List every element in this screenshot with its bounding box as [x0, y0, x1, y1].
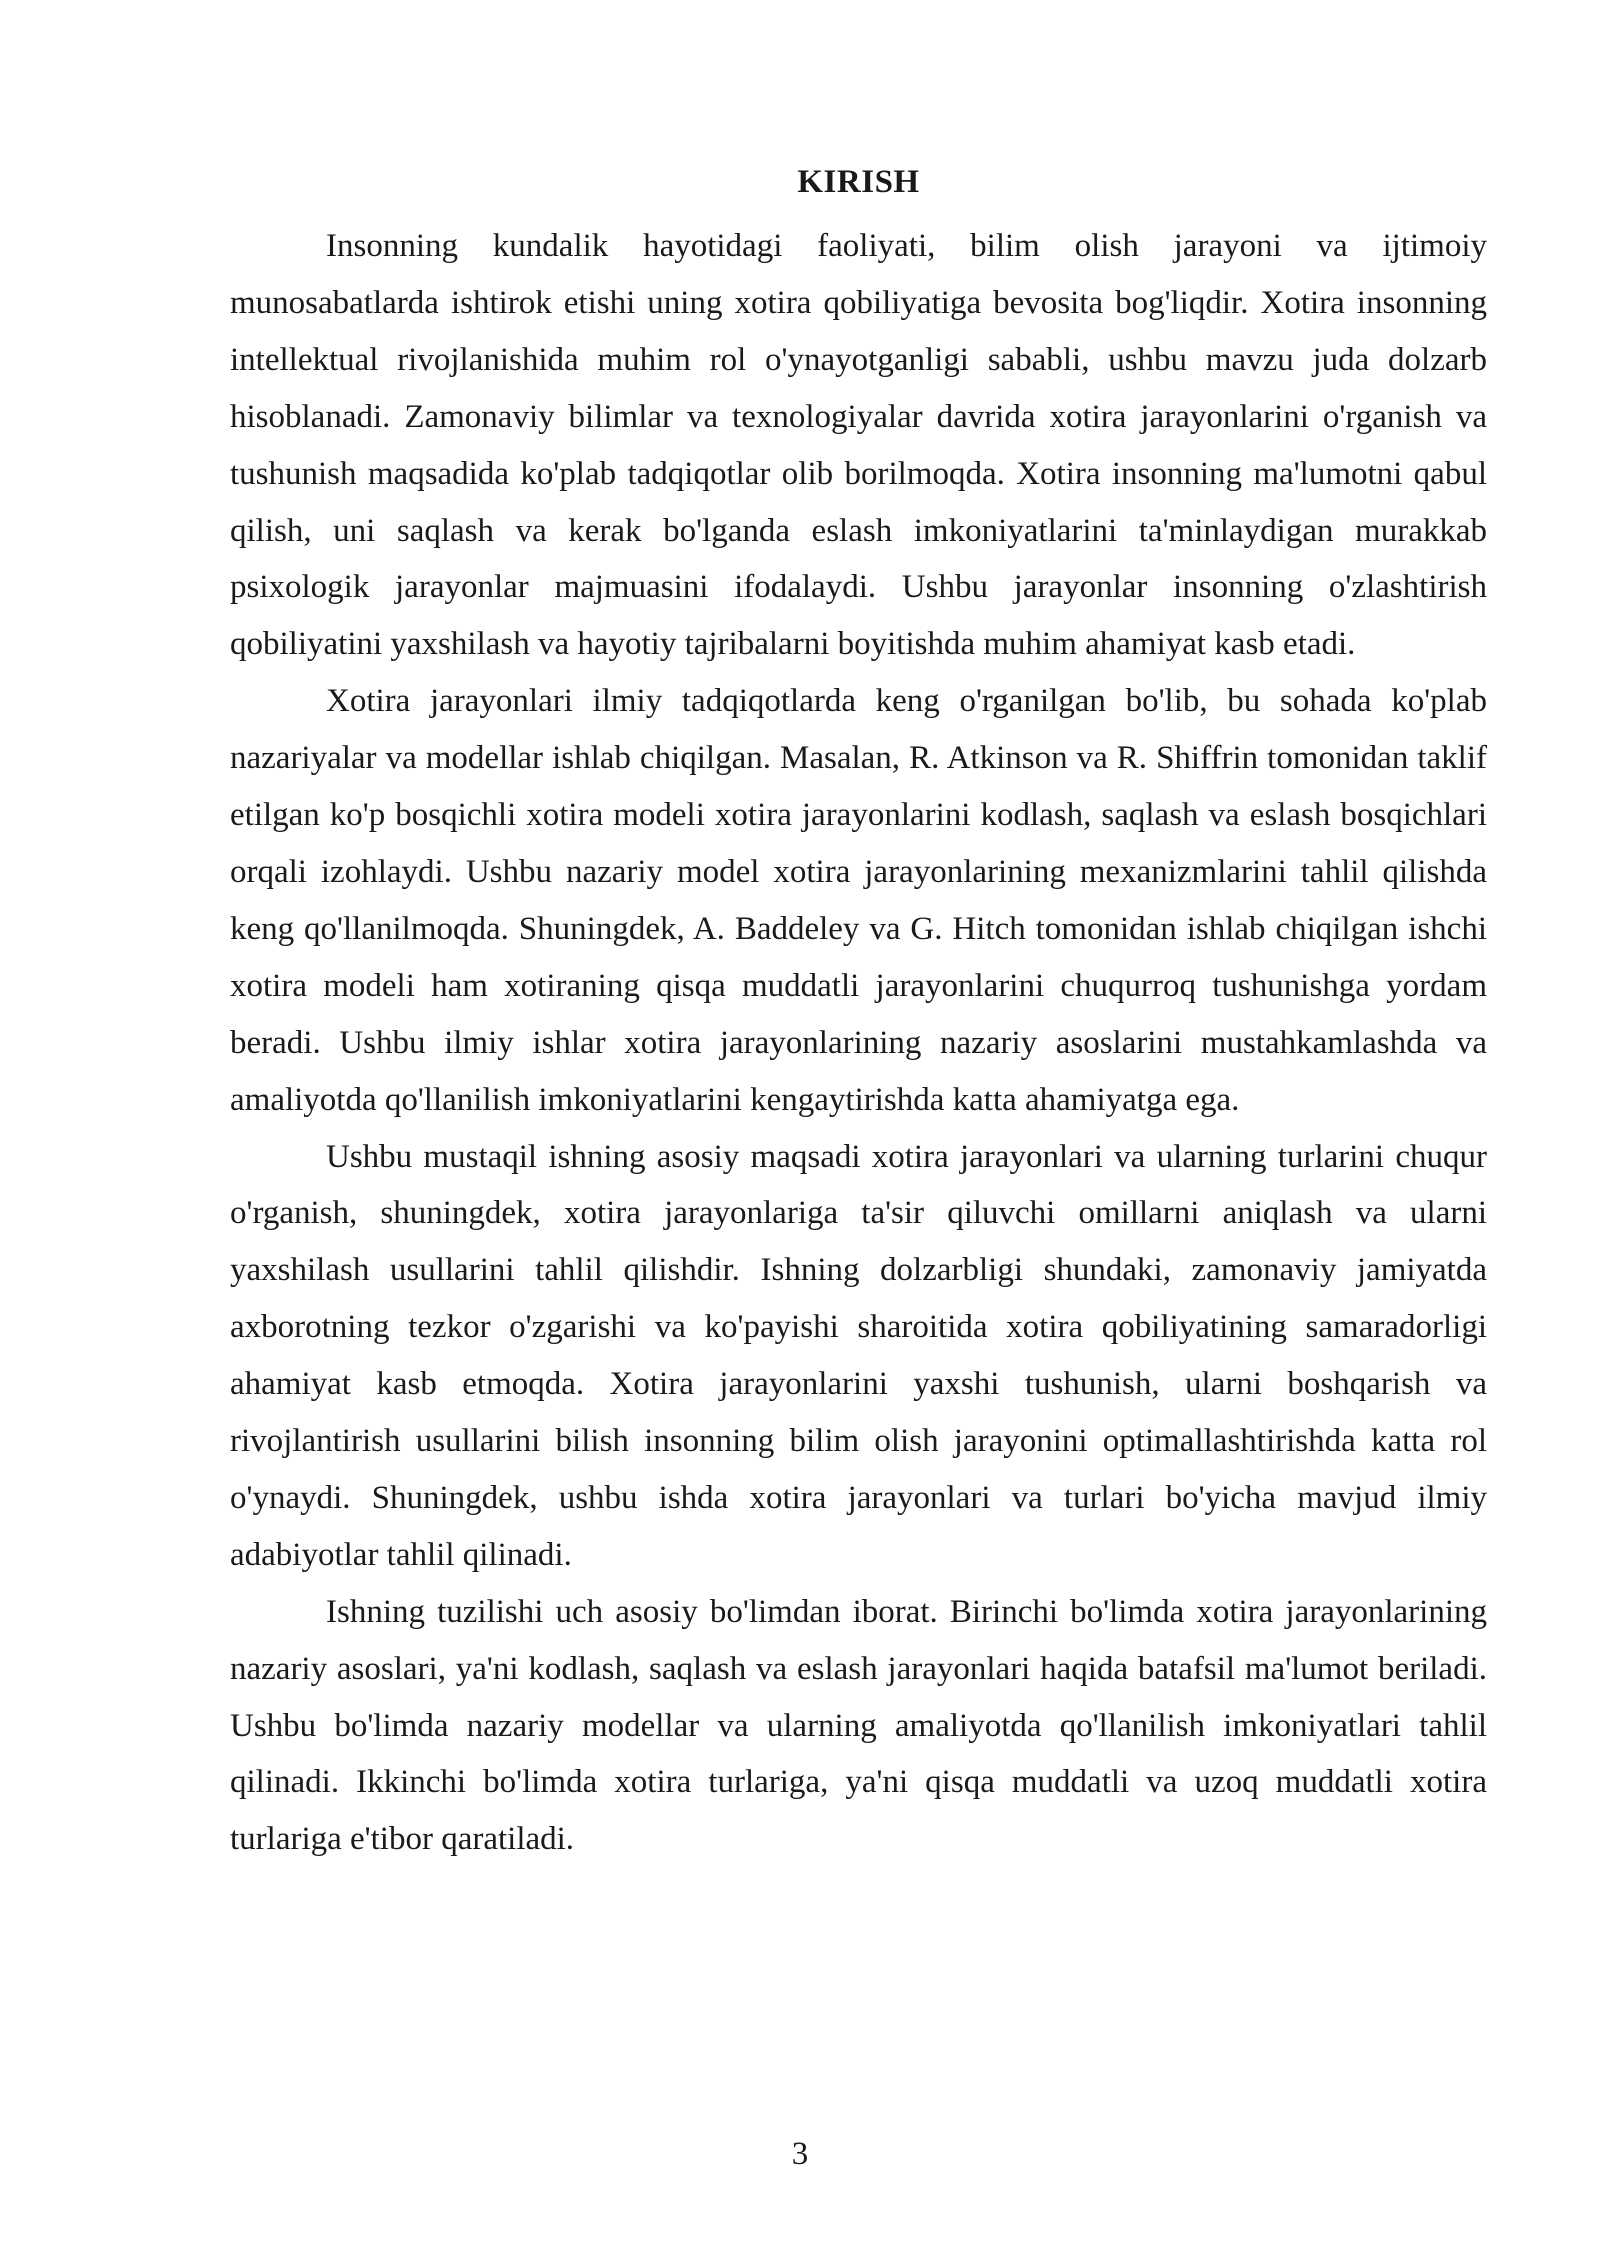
paragraph: Ishning tuzilishi uch asosiy bo'limdan iborat. Birinchi bo'limda xotira jarayonlarining nazariy asoslari, ya'ni kodlash, saqlash va eslash jarayonlari haqida batafsil ma'lumot beriladi. Ushbu bo'limda nazariy modellar va ularning amaliyotda qo'llanilish imkoniyatlari tahlil qilinadi. Ikkinchi bo'limda xotira turlariga, ya'ni qisqa muddatli va uzoq muddatli xotira turlariga e'tibor qaratiladi.	[230, 1593, 1487, 1858]
section-title: KIRISH	[797, 164, 920, 200]
paragraph: Insonning kundalik hayotidagi faoliyati, bilim olish jarayoni va ijtimoiy munosabatlarda ishtirok etishi uning xotira qobiliyatiga bevosita bog'liqdir. Xotira insonning intellektual rivojlanishida muhim rol o'ynayotganligi sababli, ushbu mavzu juda dolzarb hisoblanadi. Zamonaviy bilimlar va texnologiyalar davrida xotira jarayonlarini o'rganish va tushunish maqsadida ko'plab tadqiqotlar olib borilmoqda. Xotira insonning ma'lumotni qabul qilish, uni saqlash va kerak bo'lganda eslash imkoniyatlarini ta'minlaydigan murakkab psixologik jarayonlar majmuasini ifodalaydi. Ushbu jarayonlar insonning o'zlashtirish qobiliyatini yaxshilash va hayotiy tajribalarni boyitishda muhim ahamiyat kasb etadi.	[230, 228, 1487, 663]
page-content	[230, 160, 1487, 1868]
paragraph: Xotira jarayonlari ilmiy tadqiqotlarda keng o'rganilgan bo'lib, bu sohada ko'plab nazariyalar va modellar ishlab chiqilgan. Masalan, R. Atkinson va R. Shiffrin tomonidan taklif etilgan ko'p bosqichli xotira modeli xotira jarayonlarini kodlash, saqlash va eslash bosqichlari orqali izohlaydi. Ushbu nazariy model xotira jarayonlarining mexanizmlarini tahlil qilishda keng qo'llanilmoqda. Shuningdek, A. Baddeley va G. Hitch tomonidan ishlab chiqilgan ishchi xotira modeli ham xotiraning qisqa muddatli jarayonlarini chuqurroq tushunishga yordam beradi. Ushbu ilmiy ishlar xotira jarayonlarining nazariy asoslarini mustahkamlashda va amaliyotda qo'llanilish imkoniyatlarini kengaytirishda katta ahamiyatga ega.	[230, 683, 1487, 1118]
paragraph: Ushbu mustaqil ishning asosiy maqsadi xotira jarayonlari va ularning turlarini chuqur o'rganish, shuningdek, xotira jarayonlariga ta'sir qiluvchi omillarni aniqlash va ularni yaxshilash usullarini tahlil qilishdir. Ishning dolzarbligi shundaki, zamonaviy jamiyatda axborotning tezkor o'zgarishi va ko'payishi sharoitida xotira qobiliyatining samaradorligi ahamiyat kasb etmoqda. Xotira jarayonlarini yaxshi tushunish, ularni boshqarish va rivojlantirish usullarini bilish insonning bilim olish jarayonini optimallashtirishda katta rol o'ynaydi. Shuningdek, ushbu ishda xotira jarayonlari va turlari bo'yicha mavjud ilmiy adabiyotlar tahlil qilinadi.	[230, 1138, 1487, 1573]
page-number: 3	[791, 2136, 809, 2172]
